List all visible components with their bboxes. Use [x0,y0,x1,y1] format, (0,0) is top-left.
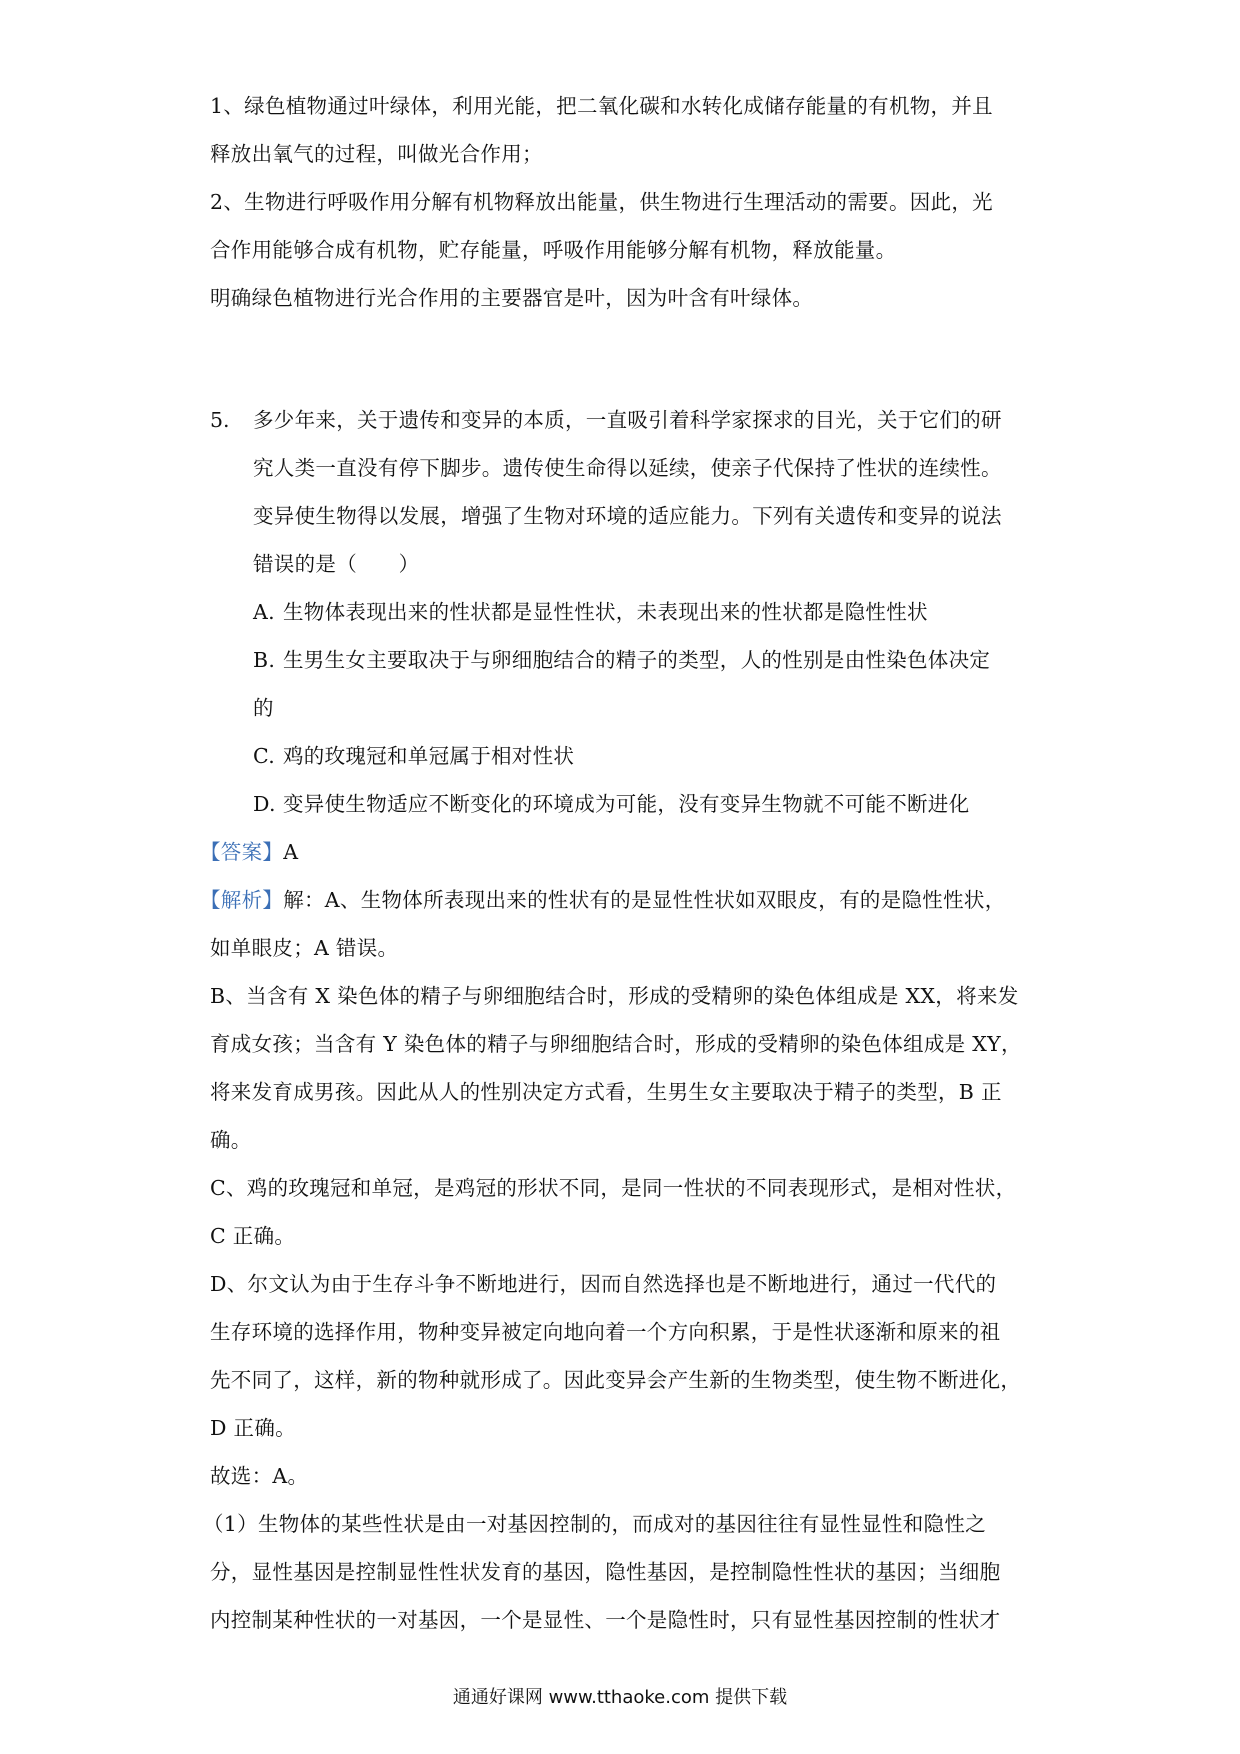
analysis-line: D 正确。 [210,1416,296,1440]
analysis-line: 内控制某种性状的一对基因，一个是显性、一个是隐性时，只有显性基因控制的性状才 [210,1608,1001,1632]
question-line-3: 变异使生物得以发展，增强了生物对环境的适应能力。下列有关遗传和变异的说法 [253,504,1002,528]
analysis-line: B、当含有 X 染色体的精子与卵细胞结合时，形成的受精卵的染色体组成是 XX，将来发 [210,984,1019,1008]
analysis-line: 如单眼皮；A 错误。 [210,936,399,960]
analysis-line: 将来发育成男孩。因此从人的性别决定方式看，生男生女主要取决于精子的类型，B 正 [210,1080,1002,1104]
analysis-line: 育成女孩；当含有 Y 染色体的精子与卵细胞结合时，形成的受精卵的染色体组成是 XY， [210,1032,1022,1056]
question-line-1: 多少年来，关于遗传和变异的本质，一直吸引着科学家探求的目光，关于它们的研 [253,408,1002,432]
page-footer: 通通好课网 www.tthaoke.com 提供下载 [452,1687,788,1708]
intro-line-2a: 2、生物进行呼吸作用分解有机物释放出能量，供生物进行生理活动的需要。因此，光 [210,190,993,214]
option-d [253,780,1038,828]
intro-line-1a: 1、绿色植物通过叶绿体，利用光能，把二氧化碳和水转化成储存能量的有机物，并且 [210,94,993,118]
analysis-tag: 【解析】 [200,888,284,912]
analysis-line: 先不同了，这样，新的物种就形成了。因此变异会产生新的生物类型，使生物不断进化， [210,1368,1022,1392]
analysis-line: 确。 [210,1128,252,1152]
analysis-line: 分，显性基因是控制显性性状发育的基因，隐性基因，是控制隐性性状的基因；当细胞 [210,1560,1001,1584]
option-b-letter: B. [253,648,276,672]
option-b-text: 生男生女主要取决于与卵细胞结合的精子的类型，人的性别是由性染色体决定 [283,648,991,672]
option-a-text: 生物体表现出来的性状都是显性性状，未表现出来的性状都是隐性性状 [283,600,928,624]
option-a-letter: A. [253,600,275,624]
intro-line-2b: 合作用能够合成有机物，贮存能量，呼吸作用能够分解有机物，释放能量。 [210,238,897,262]
option-b [253,636,1038,684]
analysis-line: C 正确。 [210,1224,296,1248]
analysis-line: D、尔文认为由于生存斗争不断地进行，因而自然选择也是不断地进行，通过一代代的 [210,1272,997,1296]
analysis-line: （1）生物体的某些性状是由一对基因控制的，而成对的基因往往有显性显性和隐性之 [203,1512,986,1536]
analysis-line: C、鸡的玫瑰冠和单冠，是鸡冠的形状不同，是同一性状的不同表现形式，是相对性状， [210,1176,1017,1200]
option-d-letter: D. [253,792,276,816]
option-c-letter: C. [253,744,276,768]
option-a [253,588,1038,636]
analysis-line: 生存环境的选择作用，物种变异被定向地向着一个方向积累，于是性状逐渐和原来的祖 [210,1320,1001,1344]
option-c-text: 鸡的玫瑰冠和单冠属于相对性状 [283,744,575,768]
question-line-4: 错误的是（ ） [253,552,420,576]
option-c [253,732,1038,780]
question-line-2: 究人类一直没有停下脚步。遗传使生命得以延续，使亲子代保持了性状的连续性。 [253,456,1002,480]
analysis-first-line [200,876,1040,924]
answer-tag: 【答案】 [200,840,284,864]
answer-value: A [283,840,299,864]
analysis-first-line-text: 解：A、生物体所表现出来的性状有的是显性性状如双眼皮，有的是隐性性状， [283,888,1006,912]
question-number: 5. [210,408,230,432]
intro-line-1b: 释放出氧气的过程，叫做光合作用； [210,142,543,166]
answer-line [200,828,1030,876]
option-d-text: 变异使生物适应不断变化的环境成为可能，没有变异生物就不可能不断进化 [283,792,970,816]
option-b-continued: 的 [253,696,274,720]
analysis-line: 故选：A。 [210,1464,309,1488]
intro-line-3: 明确绿色植物进行光合作用的主要器官是叶，因为叶含有叶绿体。 [210,286,814,310]
